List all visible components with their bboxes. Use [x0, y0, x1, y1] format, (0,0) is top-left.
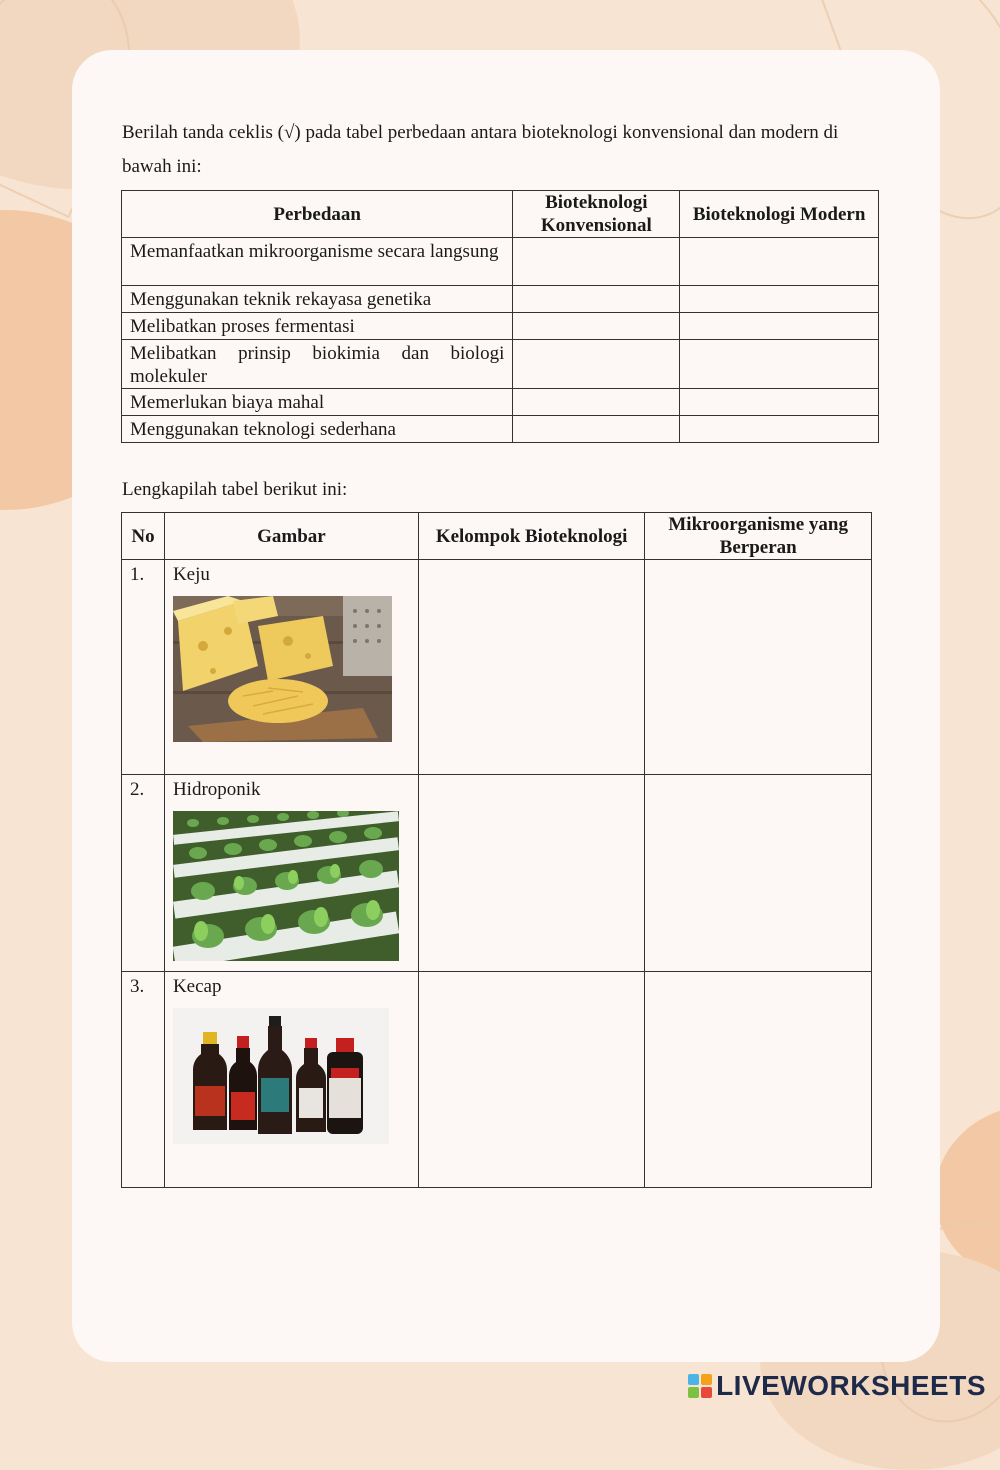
header-modern: Bioteknologi Modern — [680, 191, 879, 238]
check-cell-konvensional[interactable] — [513, 238, 680, 286]
header-perbedaan: Perbedaan — [122, 191, 513, 238]
difference-row-label: Menggunakan teknik rekayasa genetika — [122, 286, 513, 313]
item-label: Keju — [172, 564, 210, 585]
image-cell — [164, 560, 418, 775]
answer-cell-mikroorganisme[interactable] — [645, 560, 872, 775]
row-number: 1. — [122, 560, 165, 775]
check-cell-modern[interactable] — [680, 238, 879, 286]
answer-cell-mikroorganisme[interactable] — [645, 775, 872, 972]
check-cell-modern[interactable] — [680, 286, 879, 313]
item-label: Hidroponik — [172, 779, 261, 800]
answer-cell-kelompok[interactable] — [418, 560, 644, 775]
biotech-products-table — [121, 512, 872, 1188]
header-kelompok: Kelompok Bioteknologi — [418, 513, 644, 560]
row-number: 3. — [122, 972, 165, 1188]
answer-cell-kelompok[interactable] — [418, 775, 644, 972]
instruction-complete-table: Lengkapilah tabel berikut ini: — [122, 479, 348, 500]
liveworksheets-logo — [688, 1370, 986, 1402]
check-cell-konvensional[interactable] — [513, 340, 680, 389]
difference-row-label: Menggunakan teknologi sederhana — [122, 416, 513, 443]
logo-text: LIVEWORKSHEETS — [716, 1370, 986, 1401]
check-cell-konvensional[interactable] — [513, 389, 680, 416]
header-gambar: Gambar — [164, 513, 418, 560]
check-cell-konvensional[interactable] — [513, 416, 680, 443]
check-cell-modern[interactable] — [680, 313, 879, 340]
item-label: Kecap — [172, 976, 222, 997]
logo-icon — [688, 1374, 712, 1398]
check-cell-modern[interactable] — [680, 340, 879, 389]
image-cell — [164, 775, 418, 972]
answer-cell-mikroorganisme[interactable] — [645, 972, 872, 1188]
hydroponic-image — [173, 811, 399, 961]
instruction-checklist: Berilah tanda ceklis (√) pada tabel perbedaan antara bioteknologi konvensional dan modern di bawah ini: — [122, 122, 839, 177]
check-cell-konvensional[interactable] — [513, 313, 680, 340]
header-no: No — [122, 513, 165, 560]
difference-row-label: Melibatkan prinsip biokimia dan biologi molekuler — [122, 340, 513, 389]
header-mikroorganisme: Mikroorganisme yang Berperan — [645, 513, 872, 560]
difference-row-label: Memerlukan biaya mahal — [122, 389, 513, 416]
answer-cell-kelompok[interactable] — [418, 972, 644, 1188]
image-cell — [164, 972, 418, 1188]
soy-sauce-image — [173, 1008, 389, 1144]
check-cell-konvensional[interactable] — [513, 286, 680, 313]
cheese-image — [173, 596, 392, 742]
difference-table — [121, 190, 879, 443]
difference-row-label: Melibatkan proses fermentasi — [122, 313, 513, 340]
row-number: 2. — [122, 775, 165, 972]
check-cell-modern[interactable] — [680, 389, 879, 416]
check-cell-modern[interactable] — [680, 416, 879, 443]
difference-row-label: Memanfaatkan mikroorganisme secara langsung — [122, 238, 513, 286]
header-konvensional: Bioteknologi Konvensional — [513, 191, 680, 238]
